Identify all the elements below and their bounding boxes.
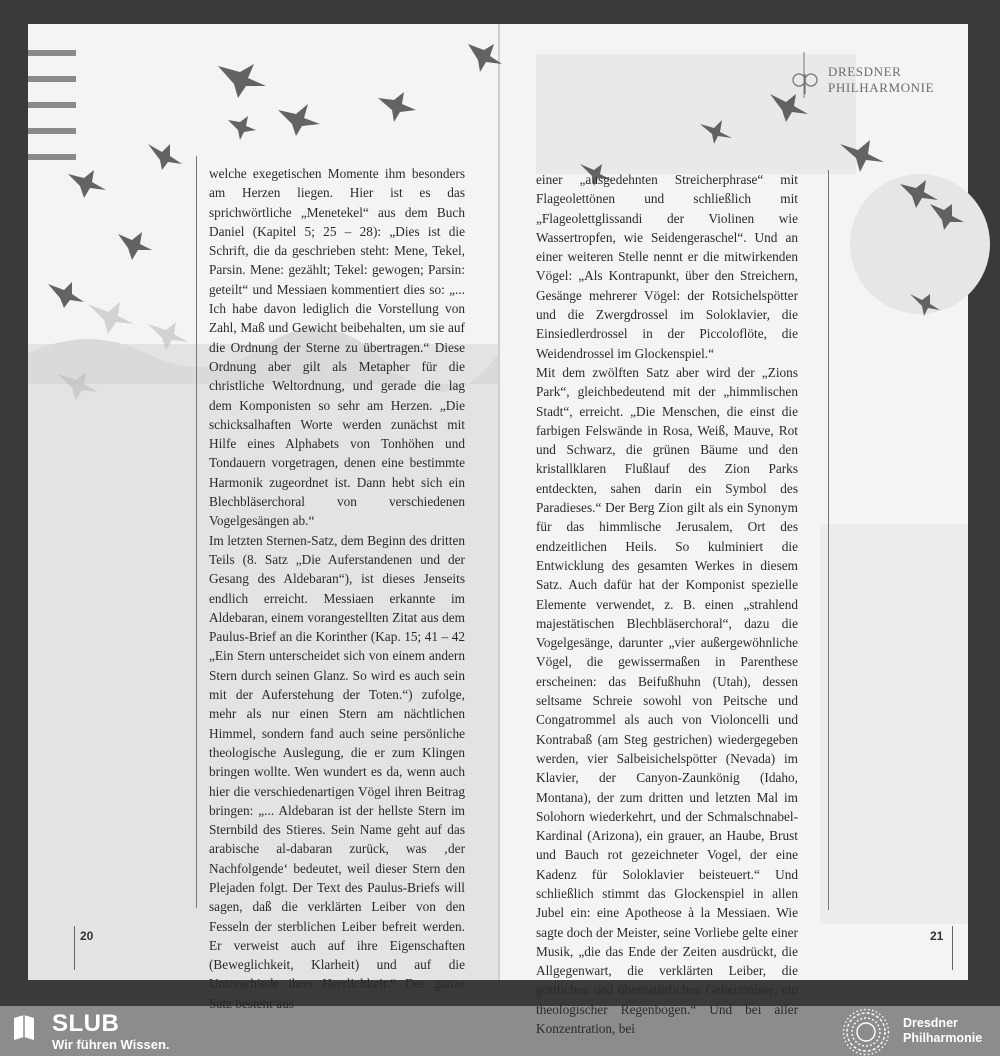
partner-name — [903, 1016, 999, 1046]
dp-monogram-icon — [790, 50, 824, 100]
page-number-rule — [74, 926, 75, 970]
page-number-rule — [952, 926, 953, 970]
column-rule-right — [828, 170, 829, 910]
body-text-right — [536, 170, 798, 1038]
decorative-bars — [28, 50, 76, 180]
book-icon — [12, 1014, 36, 1042]
bird-silhouette-icon — [468, 44, 502, 72]
logo-line-1: DRESDNER — [828, 64, 902, 79]
partner-line-2: Philharmonie — [903, 1031, 983, 1045]
footer-bar — [0, 1006, 1000, 1056]
bird-silhouette-icon — [218, 64, 266, 98]
dresdner-philharmonie-logo — [790, 50, 934, 100]
sunburst-icon — [842, 1008, 890, 1056]
slub-name: SLUB — [52, 1010, 120, 1037]
page-number: 21 — [930, 929, 944, 943]
bird-silhouette-icon — [118, 232, 152, 260]
partner-line-1: Dresdner — [903, 1016, 958, 1030]
paragraph: welche exegetischen Momente ihm besonders am Herzen liegen. Hier ist es das sprichwörtliche „Menetekel“ aus dem Buch Daniel (Kapitel 5; 25 – 28): „Dies ist die Schrift, die da geschrieben steht: Mene, Tekel, Parsin. Mene: gezählt; Tekel: gewogen; Parsin: geteilt“ und Messiaen kommentiert dies so: „... Ich habe davon lediglich die Vorstellung von Zahl, Maß und Gewicht beibehalten, um sie auf die Ordnung der Sterne zu übertragen.“ Diese Ordnung aber gilt als Metapher für die christliche Weltordnung, und gerade die lag dem Komponisten so sehr am Herzen. „Die schicksalhaften Worte werden zunächst mit Hilfe eines Alphabets von Tonhöhen und Tondauern vorgetragen, denen eine bestimmte Harmonik zugeordnet ist. Dann hebt sich ein Blechbläserchoral von verschiedenen Vogelgesängen ab.“ — [209, 166, 465, 529]
column-rule-left — [196, 156, 197, 908]
faint-sidebar-panel — [820, 524, 968, 924]
page-number: 20 — [80, 929, 94, 943]
logo-line-2: PHILHARMONIE — [828, 80, 935, 95]
bird-silhouette-icon — [278, 104, 320, 136]
paragraph: Im letzten Sternen-Satz, dem Beginn des dritten Teils (8. Satz „Die Auferstandenen und der Gesang des Aldebaran“), ist dieses Jenseits endlich erreicht. Messiaen erkannte im Aldebaran, einem vorangestellten Zitat aus dem Paulus-Brief an die Korinther (Kap. 15; 41 – 42 „Ein Stern unterscheidet sich von einem andern Stern durch seinen Glanz. So wird es auch sein mit der Auferstehung der Toten.“) zufolge, mehr als nur einen Stern am nächtlichen Himmel, sondern fand auch seine persönliche theologische Auslegung, die er zum Klingen bringen wollte. Wen wundert es da, wenn auch hier die verschiedenartigen Vögel ihren Beitrag bringen: „... Aldebaran ist der hellste Stern im Sternbild des Stieres. Sein Name geht auf das arabische al-dabaran zurück, was ‚der Nachfolgende‘ bedeutet, weil dieser Stern den Plejaden folgt. Der Text des Paulus-Briefs will sagen, daß die verklärten Leiber von den Fesseln der sterblichen Leiber befreit werden. Er verweist auch auf ihre Eigenschaften (Beweglichkeit, Klarheit) und auf die Unterschiede ihrer Herrlichkeit.“ Der ganze Satz besteht aus — [209, 532, 465, 1011]
slub-tagline: Wir führen Wissen. — [52, 1037, 170, 1052]
bird-silhouette-icon — [228, 116, 256, 140]
right-page — [500, 24, 968, 1037]
left-page — [28, 24, 498, 1011]
body-text-left — [209, 164, 465, 1013]
paragraph: einer „ausgedehnten Streicherphrase“ mit Flageolettönen und schließlich mit „Flageolettglissandi der Violinen wie Wassertropfen, wie Seidengeraschel“. Und an einer weiteren Stelle nennt er die mitwirkenden Vögel: „Als Kontrapunkt, über den Streichern, Gesänge mehrerer Vögel: der Rotsichelspötter und die Zwergdrossel im Soloklavier, die Einsiedlerdrossel in der Piccoloflöte, die Weidendrossel im Glockenspiel.“ — [536, 172, 798, 361]
bird-silhouette-icon — [148, 144, 182, 170]
bird-silhouette-icon — [378, 92, 416, 122]
paragraph: Mit dem zwölften Satz aber wird der „Zions Park“, gleichbedeutend mit der „himmlischen Stadt“, erreicht. „Die Menschen, die einst die farbigen Felswände in Rosa, Weiß, Mauve, Rot und Schwarz, die grünen Bäume und den kristallklaren Flußlauf des Zion Parks entdeckten, sahen darin ein Symbol des Paradieses.“ Der Berg Zion gilt als ein Synonym für das himmlische Jerusalem, Ort des endzeitlichen Heils. So kulminiert die Entwicklung des gesamten Werkes in diesem Satz. Auch dafür hat der Komponist spezielle Elemente verwendet, z. B. einen „strahlend majestätischen Blechbläserchoral“, dazu die Vogelgesänge, darunter „vier außergewöhnliche Vögel, die gewissermaßen in Parenthese erscheinen: das Beifußhuhn (Utah), dessen seltsame Schreie sowohl von Peitsche und Congatrommel als auch von Violoncelli und Kontrabaß (am Steg gestrichen) wiedergegeben werden, vier Salbeisichelspötter (Nevada) im Klavier, der Canyon-Zaunkönig (Idaho, Montana), der zum dritten und letzten Mal im Solohorn wiederkehrt, und der Schmalschnabel-Kardinal (Arizona), ein grauer, an Haube, Brust und Bauch rot gezeichneter Vogel, der eine Kadenz für Soloklavier beisteuert.“ Und schließlich stimmt das Glockenspiel in allen Jubel ein: eine Apotheose à la Messiaen. Wie sagte doch der Meister, seine Vorliebe gelte einer Musik, „die das Ende der Zeiten ausdrückt, die Allgegenwart, die verklärten Leiber, die göttlichen und übernatürlichen Geheimnisse, ein theologischer Regenbogen.“ Und bei aller Konzentration, bei — [536, 364, 798, 1037]
bird-silhouette-icon — [48, 282, 84, 308]
bird-silhouette-icon — [88, 302, 134, 334]
